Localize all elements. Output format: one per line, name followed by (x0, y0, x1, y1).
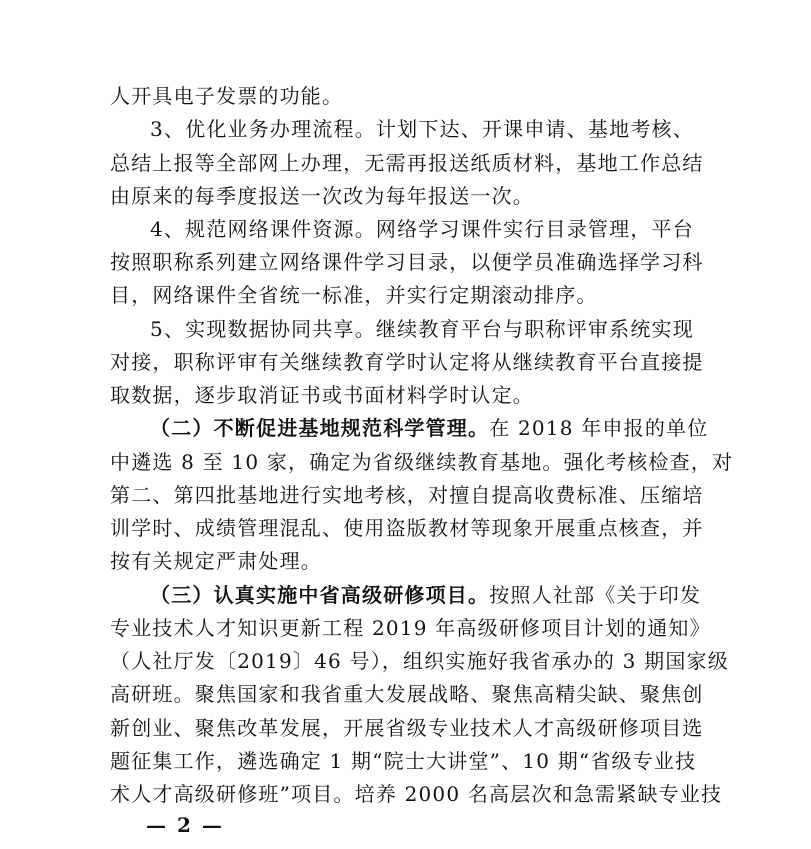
paragraph-line (0, 413, 811, 443)
page-number: — 2 — (146, 813, 224, 837)
paragraph-line (0, 181, 771, 211)
line-text: 在 2018 年申报的单位 (489, 416, 709, 441)
line-text: 对接，职称评审有关继续教育学时认定将从继续教育平台直接提 (110, 349, 704, 374)
line-text: 5、实现数据协同共享。继续教育平台与职称评审系统实现 (150, 316, 694, 341)
paragraph-line (0, 280, 771, 310)
line-text: 人开具电子发票的功能。 (110, 84, 344, 108)
line-text: 3、优化业务办理流程。计划下达、开课申请、基地考核、 (150, 117, 694, 142)
line-text: 按照职称系列建立网络课件学习目录，以便学员准确选择学习科 (110, 250, 704, 275)
line-text: 训学时、成绩管理混乱、使用盗版教材等现象开展重点核查，并 (110, 516, 704, 541)
line-text: 专业技术人才知识更新工程 2019 年高级研修项目计划的通知》 (110, 615, 711, 640)
paragraph-line (0, 613, 771, 643)
line-text: 高研班。聚焦国家和我省重大发展战略、聚焦高精尖缺、聚焦创 (110, 682, 704, 707)
paragraph-line (0, 380, 771, 410)
paragraph-line (0, 480, 771, 510)
line-text: 题征集工作，遴选确定 1 期“院士大讲堂”、10 期“省级专业技 (110, 748, 697, 773)
line-text: 目，网络课件全省统一标准，并实行定期滚动排序。 (110, 283, 598, 308)
line-text: 由原来的每季度报送一次改为每年报送一次。 (110, 183, 534, 208)
paragraph-line (0, 513, 771, 543)
line-text: 新创业、聚焦改革发展，开展省级专业技术人才高级研修项目选 (110, 715, 704, 740)
line-text: 按有关规定严肃处理。 (110, 549, 322, 574)
paragraph-line (0, 247, 771, 277)
paragraph-line (0, 314, 811, 344)
paragraph-line (0, 679, 771, 709)
section-heading: （二）不断促进基地规范科学管理。 (150, 416, 490, 441)
line-text: 总结上报等全部网上办理，无需再报送纸质材料，基地工作总结 (110, 150, 704, 175)
paragraph-line (0, 646, 771, 676)
section-heading: （三）认真实施中省高级研修项目。 (150, 582, 490, 607)
paragraph-line (0, 546, 771, 576)
paragraph-line (0, 148, 771, 178)
line-text: 取数据，逐步取消证书或书面材料学时认定。 (110, 383, 534, 408)
line-text: 4、规范网络课件资源。网络学习课件实行目录管理，平台 (150, 217, 694, 241)
paragraph-line (0, 114, 811, 144)
paragraph-line (0, 81, 771, 111)
line-text: 按照人社部《关于印发 (489, 582, 702, 607)
paragraph-line (0, 214, 811, 244)
paragraph-line (0, 746, 771, 776)
paragraph-line (0, 347, 771, 377)
paragraph-line (0, 713, 771, 743)
paragraph-line (0, 447, 771, 477)
line-text: 第二、第四批基地进行实地考核，对擅自提高收费标准、压缩培 (110, 482, 704, 507)
line-text: 中遴选 8 至 10 家，确定为省级继续教育基地。强化考核检查，对 (110, 449, 734, 474)
paragraph-line (0, 779, 771, 809)
line-text: 术人才高级研修班”项目。培养 2000 名高层次和急需紧缺专业技 (110, 782, 723, 806)
paragraph-line (0, 580, 811, 610)
line-text: （人社厅发〔2019〕46 号），组织实施好我省承办的 3 期国家级 (110, 649, 729, 673)
